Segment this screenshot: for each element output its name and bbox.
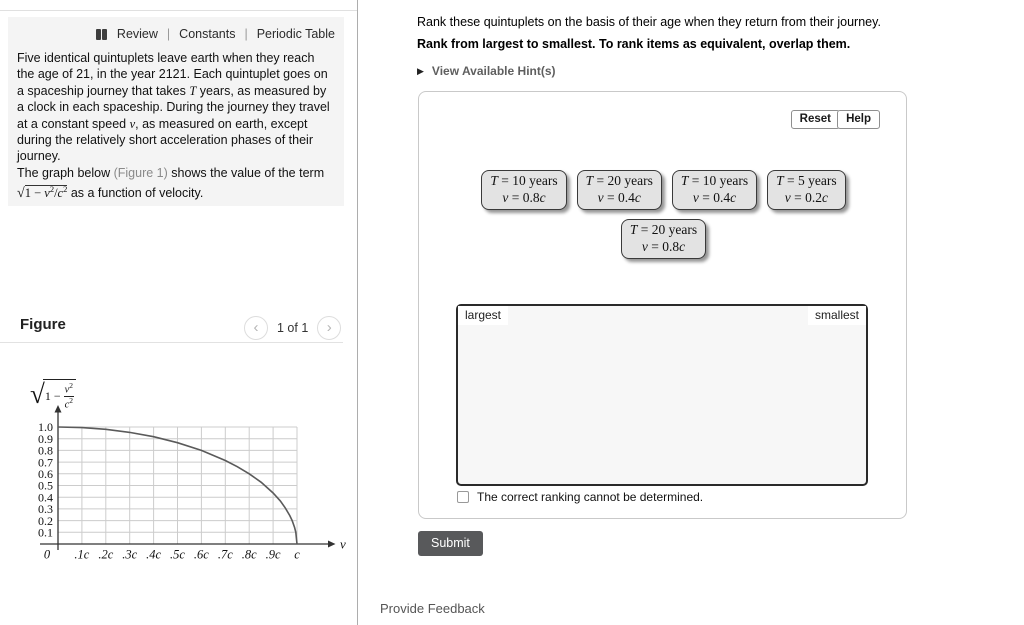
hint-arrow-icon: ▶ bbox=[417, 65, 424, 76]
svg-text:.2c: .2c bbox=[98, 547, 114, 562]
submit-button[interactable]: Submit bbox=[418, 531, 483, 556]
x-axis-arrow bbox=[328, 541, 336, 548]
periodic-table-link[interactable]: Periodic Table bbox=[256, 27, 335, 41]
review-toolbar bbox=[17, 27, 335, 41]
rank-item-T20-v04c[interactable]: T = 20 years v = 0.4c bbox=[577, 170, 662, 210]
review-link[interactable]: Review bbox=[116, 27, 158, 41]
svg-text:0.8: 0.8 bbox=[38, 443, 53, 458]
cannot-determine-checkbox[interactable] bbox=[457, 491, 469, 503]
svg-text:.7c: .7c bbox=[217, 547, 233, 562]
problem-text bbox=[17, 50, 335, 203]
problem-segment: as a function of velocity. bbox=[67, 186, 204, 201]
help-button[interactable]: Help bbox=[837, 110, 880, 129]
toolbar-separator: | bbox=[244, 27, 248, 41]
graph-ylabel-math: √ 1 − $\frac{v^2}{c^2}$ bbox=[30, 379, 76, 410]
provide-feedback-link[interactable]: Provide Feedback bbox=[380, 601, 485, 616]
top-divider bbox=[0, 10, 357, 11]
rank-item-T20-v08c[interactable]: T = 20 years v = 0.8c bbox=[621, 219, 706, 259]
ranking-answer-panel bbox=[418, 91, 907, 519]
figure-divider bbox=[0, 342, 343, 343]
svg-text:0: 0 bbox=[43, 547, 51, 562]
rank-item-T10-v04c[interactable]: T = 10 years v = 0.4c bbox=[672, 170, 757, 210]
sqrt-glyph: √ bbox=[30, 379, 45, 410]
reset-button[interactable]: Reset bbox=[791, 110, 840, 129]
svg-text:0.6: 0.6 bbox=[38, 467, 53, 481]
var-v: v bbox=[129, 116, 136, 131]
inline-math-sqrt: $√1 - v^2/c^2$ bbox=[17, 184, 68, 202]
book-icon bbox=[96, 29, 107, 40]
problem-statement-box bbox=[8, 17, 344, 206]
svg-text:.1c: .1c bbox=[74, 547, 90, 562]
svg-text:0.9: 0.9 bbox=[38, 431, 53, 446]
svg-text:0.7: 0.7 bbox=[38, 455, 53, 470]
question-instruction: Rank from largest to smallest. To rank items as equivalent, overlap them. bbox=[417, 37, 851, 51]
svg-text:0.1: 0.1 bbox=[38, 525, 53, 540]
svg-text:.4c: .4c bbox=[146, 547, 162, 562]
largest-label: largest bbox=[458, 306, 508, 325]
graph-gridlines bbox=[58, 427, 297, 544]
question-prompt: Rank these quintuplets on the basis of their age when they return from their journey. bbox=[417, 15, 881, 29]
svg-text:0.2: 0.2 bbox=[38, 513, 53, 528]
cannot-determine-row bbox=[457, 490, 703, 504]
rank-item-T5-v02c[interactable]: T = 5 years v = 0.2c bbox=[767, 170, 846, 210]
figure-heading: Figure bbox=[20, 316, 66, 333]
next-figure-button[interactable]: › bbox=[317, 316, 341, 340]
var-T: T bbox=[189, 83, 197, 98]
cannot-determine-label: The correct ranking cannot be determined. bbox=[477, 490, 704, 504]
problem-segment: years, as measured by a clock in each spaceship. During the journey they travel at a constant speed bbox=[17, 83, 330, 131]
toolbar-separator: | bbox=[166, 27, 171, 41]
svg-text:.6c: .6c bbox=[193, 547, 209, 562]
svg-text:0.3: 0.3 bbox=[38, 502, 53, 517]
y-axis-arrow bbox=[55, 405, 62, 413]
svg-text:.3c: .3c bbox=[122, 547, 138, 562]
svg-text:.5c: .5c bbox=[170, 547, 185, 562]
rank-item-T10-v08c[interactable]: T = 10 years v = 0.8c bbox=[481, 170, 566, 210]
rank-items-row-2 bbox=[419, 219, 908, 259]
svg-text:.8c: .8c bbox=[241, 547, 257, 562]
figure-pager bbox=[244, 316, 341, 340]
ranking-drop-zone[interactable] bbox=[456, 304, 868, 486]
svg-text:0.4: 0.4 bbox=[38, 490, 53, 505]
svg-text:0.5: 0.5 bbox=[38, 478, 53, 493]
prev-figure-button[interactable]: ‹ bbox=[244, 316, 268, 340]
velocity-factor-graph bbox=[18, 373, 353, 571]
svg-text:.9c: .9c bbox=[265, 547, 281, 562]
rank-items-row-1 bbox=[419, 170, 908, 210]
x-axis-label: v bbox=[340, 536, 346, 552]
figure-1-link[interactable]: (Figure 1) bbox=[113, 165, 168, 180]
problem-segment: shows the value of the term bbox=[167, 165, 325, 180]
problem-segment: Five identical quintuplets leave earth when they reach the age of 21, in the year 2121. Each quintuplet goes on a spaceship journey that takes bbox=[17, 51, 328, 98]
constants-link[interactable]: Constants bbox=[179, 27, 236, 41]
problem-segment: The graph below bbox=[17, 165, 114, 180]
svg-text:1.0: 1.0 bbox=[38, 420, 53, 435]
panel-divider bbox=[357, 0, 358, 625]
hint-label: View Available Hint(s) bbox=[431, 64, 556, 78]
smallest-label: smallest bbox=[808, 306, 866, 325]
view-hints-toggle[interactable] bbox=[417, 64, 556, 78]
fraction-v2-c2: $\frac{v^2}{c^2}$ bbox=[64, 381, 74, 411]
svg-text:c: c bbox=[294, 547, 300, 562]
figure-page-indicator: 1 of 1 bbox=[277, 321, 309, 335]
problem-segment: , as measured on earth, except during the relatively short acceleration phases of their journey. bbox=[17, 116, 313, 164]
